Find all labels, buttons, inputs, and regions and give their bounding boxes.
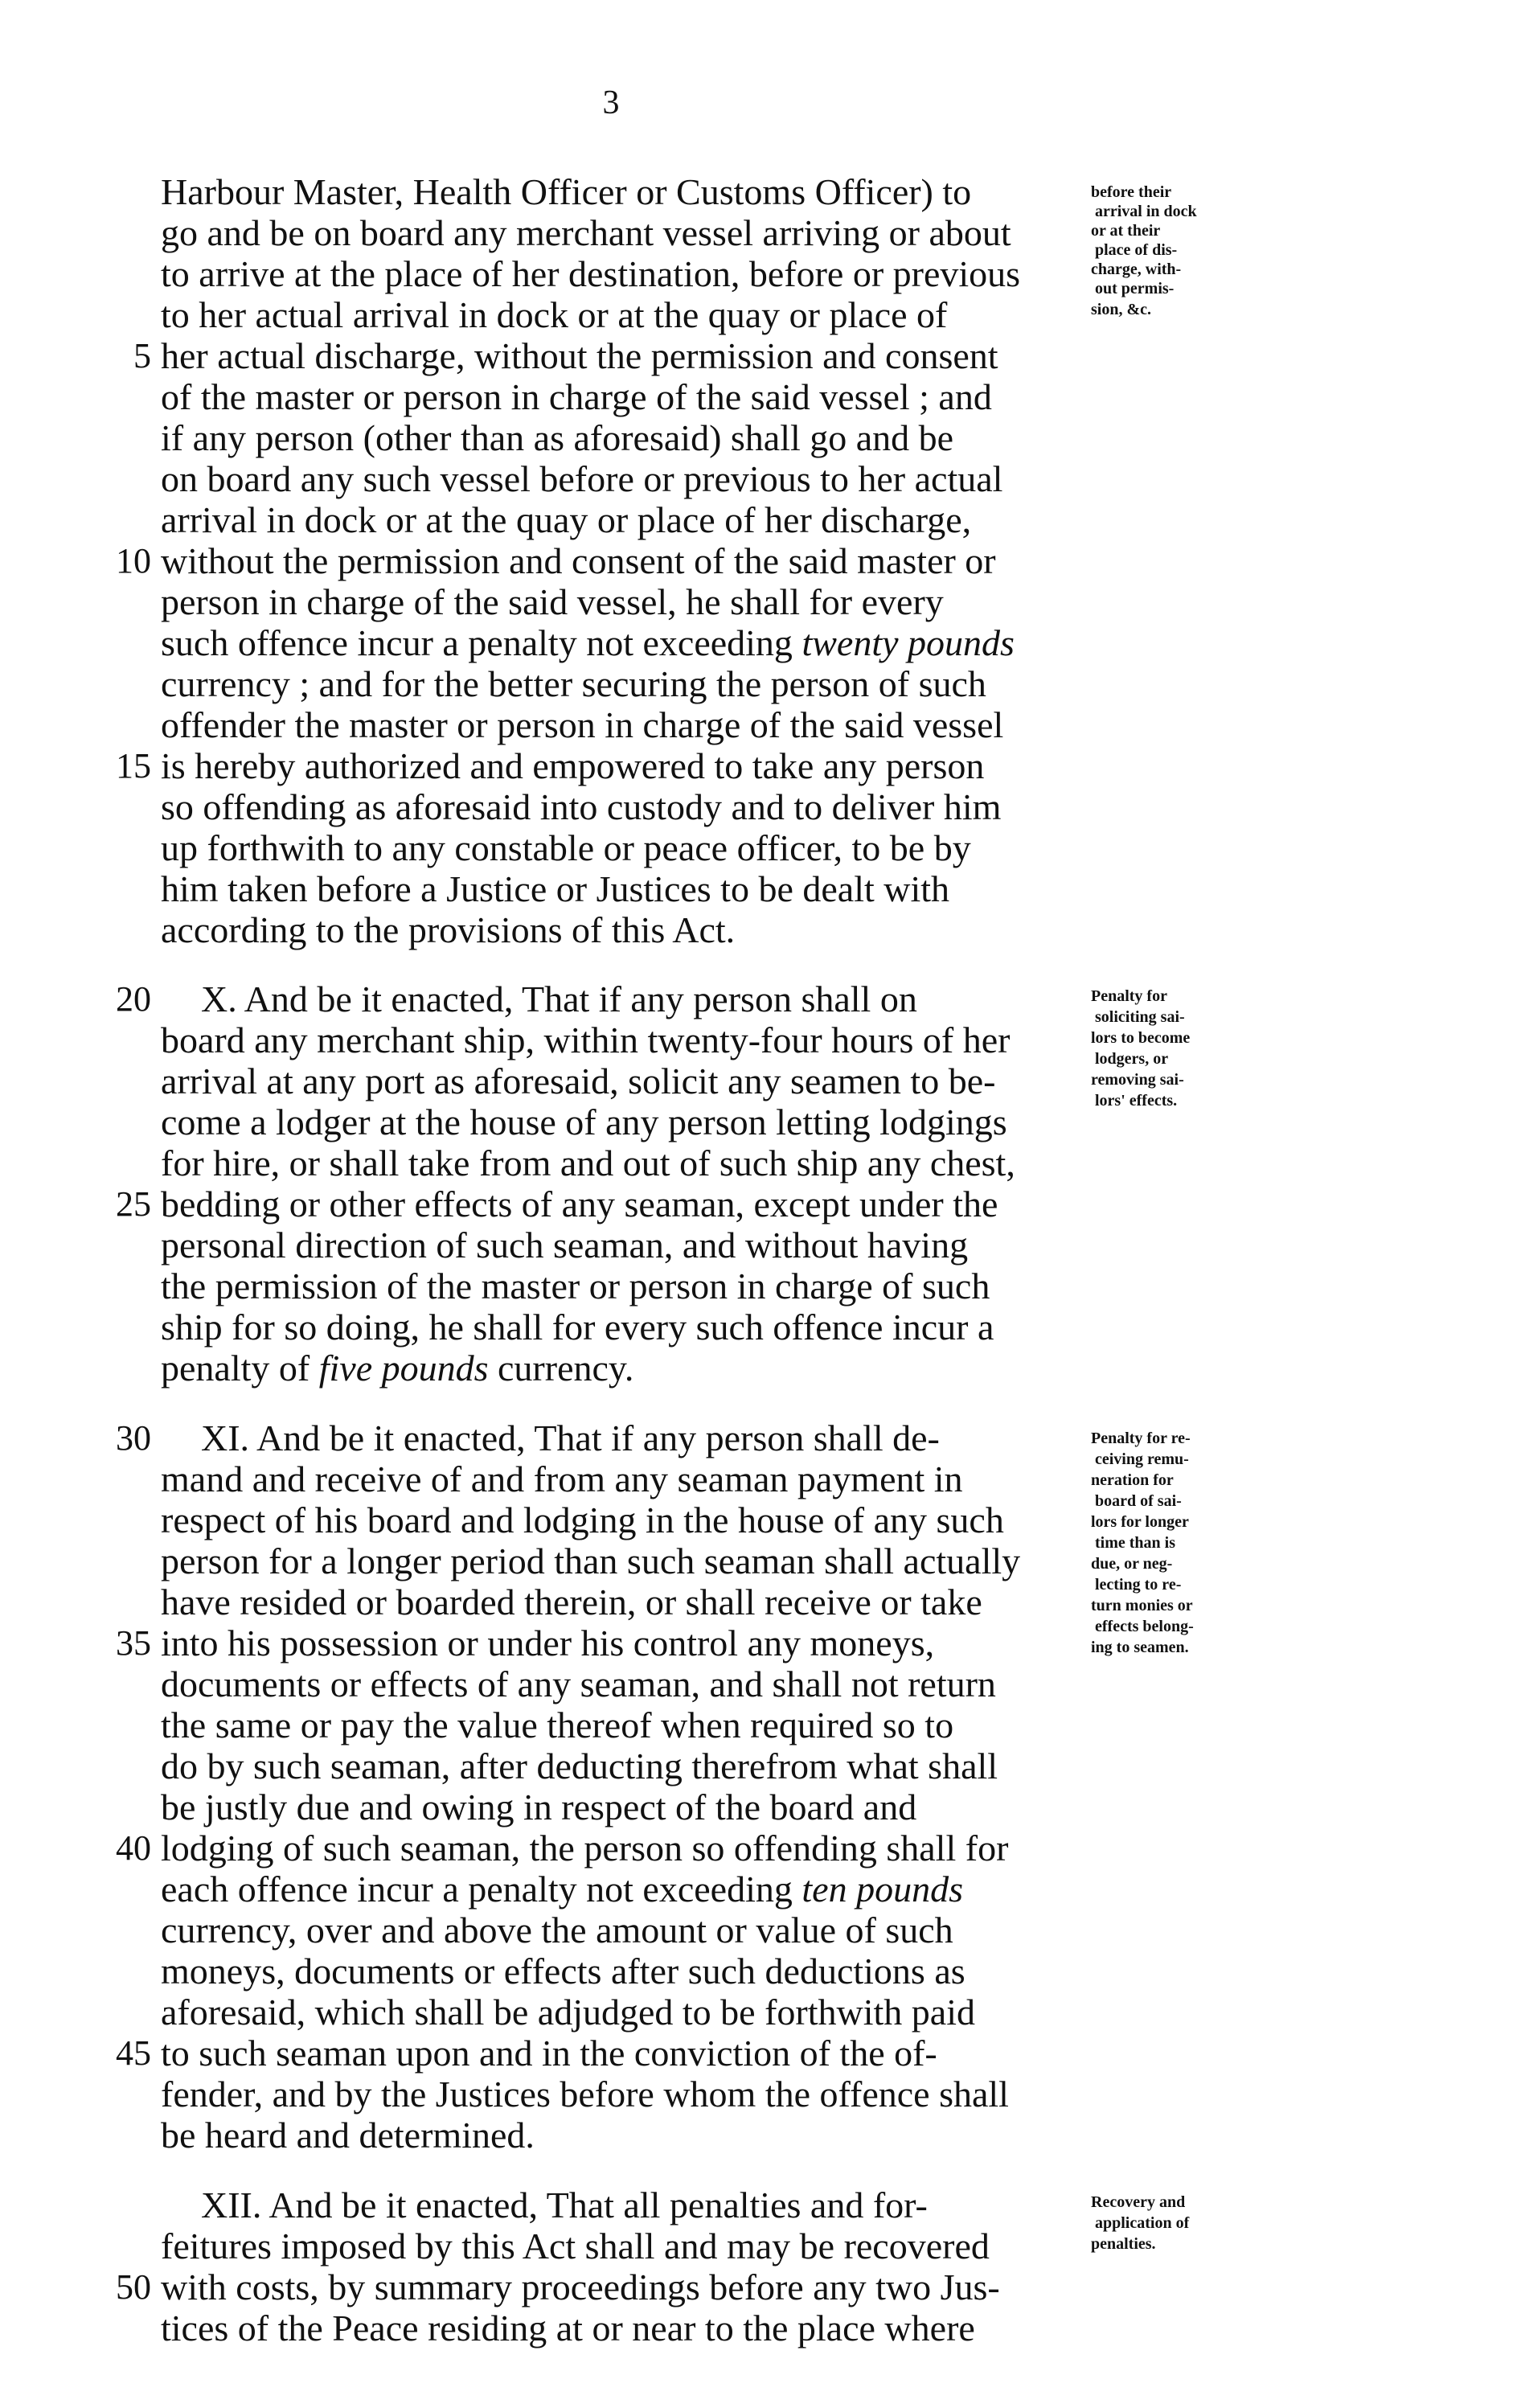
text-line [161, 1307, 1085, 1348]
line-text: up forthwith to any constable or peace officer, to be by [161, 827, 971, 868]
text-line [161, 2115, 1085, 2156]
line-text: person for a longer period than such seaman shall actually [161, 1540, 1021, 1581]
text-line [161, 1184, 1085, 1225]
line-text: aforesaid, which shall be adjudged to be forthwith paid [161, 1992, 975, 2033]
line-text: on board any such vessel before or previous to her actual [161, 458, 1003, 499]
line-text: be heard and determined. [161, 2115, 535, 2156]
text-line [161, 1143, 1085, 1183]
line-text: the permission of the master or person in charge of such [161, 1266, 990, 1307]
line-text: respect of his board and lodging in the house of any such [161, 1499, 1004, 1540]
text-line [161, 787, 1085, 827]
line-text: according to the provisions of this Act. [161, 909, 736, 950]
text-line [161, 705, 1085, 745]
line-text: is hereby authorized and empowered to take any person [161, 745, 985, 786]
line-text: so offending as aforesaid into custody and to deliver him [161, 786, 1002, 827]
text-line [161, 1102, 1085, 1142]
marginal-note-line: sion, &c. [1091, 301, 1151, 318]
marginal-note-line: lodgers, or [1095, 1050, 1169, 1068]
line-text: documents or effects of any seaman, and shall not return [161, 1663, 996, 1704]
marginal-note-line: soliciting sai- [1095, 1008, 1185, 1026]
text-line [161, 2185, 1125, 2225]
line-text: currency, over and above the amount or value of such [161, 1910, 953, 1951]
line-text-after: currency. [488, 1348, 634, 1389]
marginal-note-line: effects belong- [1095, 1618, 1194, 1635]
line-text: him taken before a Justice or Justices to be dealt with [161, 868, 950, 909]
marginal-note-line: Recovery and [1091, 2193, 1186, 2211]
line-text: to her actual arrival in dock or at the quay or place of [161, 294, 948, 335]
text-line [161, 1541, 1085, 1581]
text-line [161, 1828, 1085, 1869]
text-line [161, 1225, 1085, 1266]
line-text: personal direction of such seaman, and without having [161, 1225, 969, 1266]
line-text: each offence incur a penalty not exceeding [161, 1869, 793, 1910]
text-line [161, 1500, 1085, 1540]
marginal-note-line: Penalty for re- [1091, 1430, 1191, 1447]
marginal-note-line: arrival in dock [1095, 203, 1197, 220]
text-line [161, 1418, 1125, 1458]
text-line [161, 828, 1085, 868]
line-text: bedding or other effects of any seaman, except under the [161, 1183, 998, 1225]
text-line [161, 172, 1085, 212]
marginal-note-line: board of sai- [1095, 1492, 1182, 1510]
text-line [161, 1992, 1085, 2033]
marginal-note-line: ing to seamen. [1091, 1639, 1189, 1656]
text-line [161, 2267, 1085, 2307]
text-line [161, 1061, 1085, 1101]
text-line [161, 623, 1085, 663]
text-line [161, 582, 1085, 622]
line-text: X. And be it enacted, That if any person shall on [201, 978, 917, 1019]
line-text: into his possession or under his control any moneys, [161, 1622, 935, 1663]
marginal-note-line: lecting to re- [1095, 1576, 1182, 1594]
marginal-note-line: penalties. [1091, 2235, 1156, 2253]
line-text: have resided or boarded therein, or shall receive or take [161, 1581, 982, 1622]
line-text: to such seaman upon and in the conviction of the of- [161, 2033, 937, 2074]
line-text: without the permission and consent of the said master or [161, 540, 996, 581]
line-number: 25 [116, 1184, 151, 1224]
line-text: go and be on board any merchant vessel arriving or about [161, 212, 1011, 253]
text-line [161, 2033, 1085, 2074]
text-line [161, 377, 1085, 417]
text-line [161, 1787, 1085, 1828]
text-line [161, 1910, 1085, 1951]
text-line [161, 869, 1085, 909]
marginal-note-line: lors to become [1091, 1029, 1191, 1047]
marginal-note-line: neration for [1091, 1471, 1174, 1489]
text-line [161, 213, 1085, 253]
line-text: to arrive at the place of her destination, before or previous [161, 253, 1021, 294]
text-line [161, 1582, 1085, 1622]
line-text: XII. And be it enacted, That all penalties and for- [201, 2184, 928, 2225]
text-line [161, 1348, 1085, 1389]
text-line [161, 1951, 1085, 1992]
marginal-note-line: due, or neg- [1091, 1555, 1173, 1573]
line-number: 30 [116, 1418, 151, 1458]
marginal-note-line: or at their [1091, 222, 1161, 240]
line-text: fender, and by the Justices before whom the offence shall [161, 2074, 1009, 2115]
marginal-note-line: lors for longer [1091, 1513, 1189, 1531]
text-line [161, 2226, 1085, 2266]
line-text: be justly due and owing in respect of the board and [161, 1787, 917, 1828]
line-text: penalty of [161, 1348, 310, 1389]
marginal-note-line: charge, with- [1091, 260, 1182, 278]
marginal-note-line: application of [1095, 2214, 1190, 2232]
line-text: XI. And be it enacted, That if any person shall de- [201, 1417, 940, 1458]
marginal-note-line: time than is [1095, 1534, 1175, 1552]
line-number: 35 [116, 1623, 151, 1663]
text-line [161, 2308, 1085, 2349]
line-text: arrival in dock or at the quay or place of her discharge, [161, 499, 972, 540]
marginal-note-line: place of dis- [1095, 241, 1178, 259]
line-text: board any merchant ship, within twenty-four hours of her [161, 1019, 1011, 1060]
line-text: of the master or person in charge of the said vessel ; and [161, 376, 992, 417]
line-text: her actual discharge, without the permission and consent [161, 335, 998, 376]
text-line [161, 1623, 1085, 1663]
text-line [161, 541, 1085, 581]
page-number: 3 [602, 84, 620, 121]
line-number: 10 [116, 541, 151, 580]
marginal-note-line: out permis- [1095, 280, 1175, 297]
text-line [161, 459, 1085, 499]
text-line [161, 1664, 1085, 1704]
text-line [161, 1459, 1085, 1499]
text-line [161, 1705, 1085, 1745]
line-text: feitures imposed by this Act shall and may be recovered [161, 2225, 990, 2266]
line-text: ship for so doing, he shall for every such offence incur a [161, 1307, 994, 1348]
text-line [161, 910, 1085, 950]
marginal-note-line: lors' effects. [1095, 1092, 1178, 1110]
marginal-note-line: removing sai- [1091, 1071, 1184, 1089]
marginal-note-line: ceiving remu- [1095, 1450, 1189, 1468]
line-text: offender the master or person in charge of the said vessel [161, 704, 1004, 745]
text-line [161, 664, 1085, 704]
line-text: Harbour Master, Health Officer or Customs Officer) to [161, 171, 972, 212]
line-text: arrival at any port as aforesaid, solicit any seamen to be- [161, 1060, 996, 1101]
text-line [161, 1869, 1085, 1910]
line-text: such offence incur a penalty not exceeding [161, 622, 793, 663]
line-text: come a lodger at the house of any person letting lodgings [161, 1101, 1007, 1142]
line-text: with costs, by summary proceedings before any two Jus- [161, 2266, 1000, 2307]
text-line [161, 418, 1085, 458]
text-line [161, 500, 1085, 540]
line-number: 50 [116, 2267, 151, 2307]
line-number: 20 [116, 979, 151, 1019]
marginal-note-line: before their [1091, 183, 1172, 201]
text-line [161, 979, 1125, 1019]
line-number: 40 [116, 1828, 151, 1868]
marginal-note-line: Penalty for [1091, 987, 1167, 1005]
text-line [161, 1746, 1085, 1787]
line-text: person in charge of the said vessel, he shall for every [161, 581, 944, 622]
line-text: lodging of such seaman, the person so offending shall for [161, 1828, 1009, 1869]
italic-amount: twenty pounds [801, 622, 1015, 663]
text-line [161, 336, 1085, 376]
text-line [161, 295, 1085, 335]
line-text: for hire, or shall take from and out of such ship any chest, [161, 1142, 1015, 1183]
line-number: 45 [116, 2033, 151, 2073]
line-text: do by such seaman, after deducting therefrom what shall [161, 1745, 998, 1787]
italic-amount: ten pounds [801, 1869, 963, 1910]
line-text: moneys, documents or effects after such deductions as [161, 1951, 965, 1992]
line-text: tices of the Peace residing at or near to the place where [161, 2307, 975, 2349]
line-text: mand and receive of and from any seaman payment in [161, 1458, 963, 1499]
text-line [161, 746, 1085, 786]
italic-amount: five pounds [318, 1348, 489, 1389]
text-line [161, 254, 1085, 294]
line-number: 15 [116, 746, 151, 786]
line-text: currency ; and for the better securing the person of such [161, 663, 986, 704]
text-line [161, 1020, 1085, 1060]
line-text: the same or pay the value thereof when required so to [161, 1704, 954, 1745]
text-line [161, 1266, 1085, 1307]
marginal-note-line: turn monies or [1091, 1597, 1193, 1614]
text-line [161, 2074, 1085, 2115]
line-text: if any person (other than as aforesaid) shall go and be [161, 417, 954, 458]
line-number: 5 [133, 336, 151, 375]
